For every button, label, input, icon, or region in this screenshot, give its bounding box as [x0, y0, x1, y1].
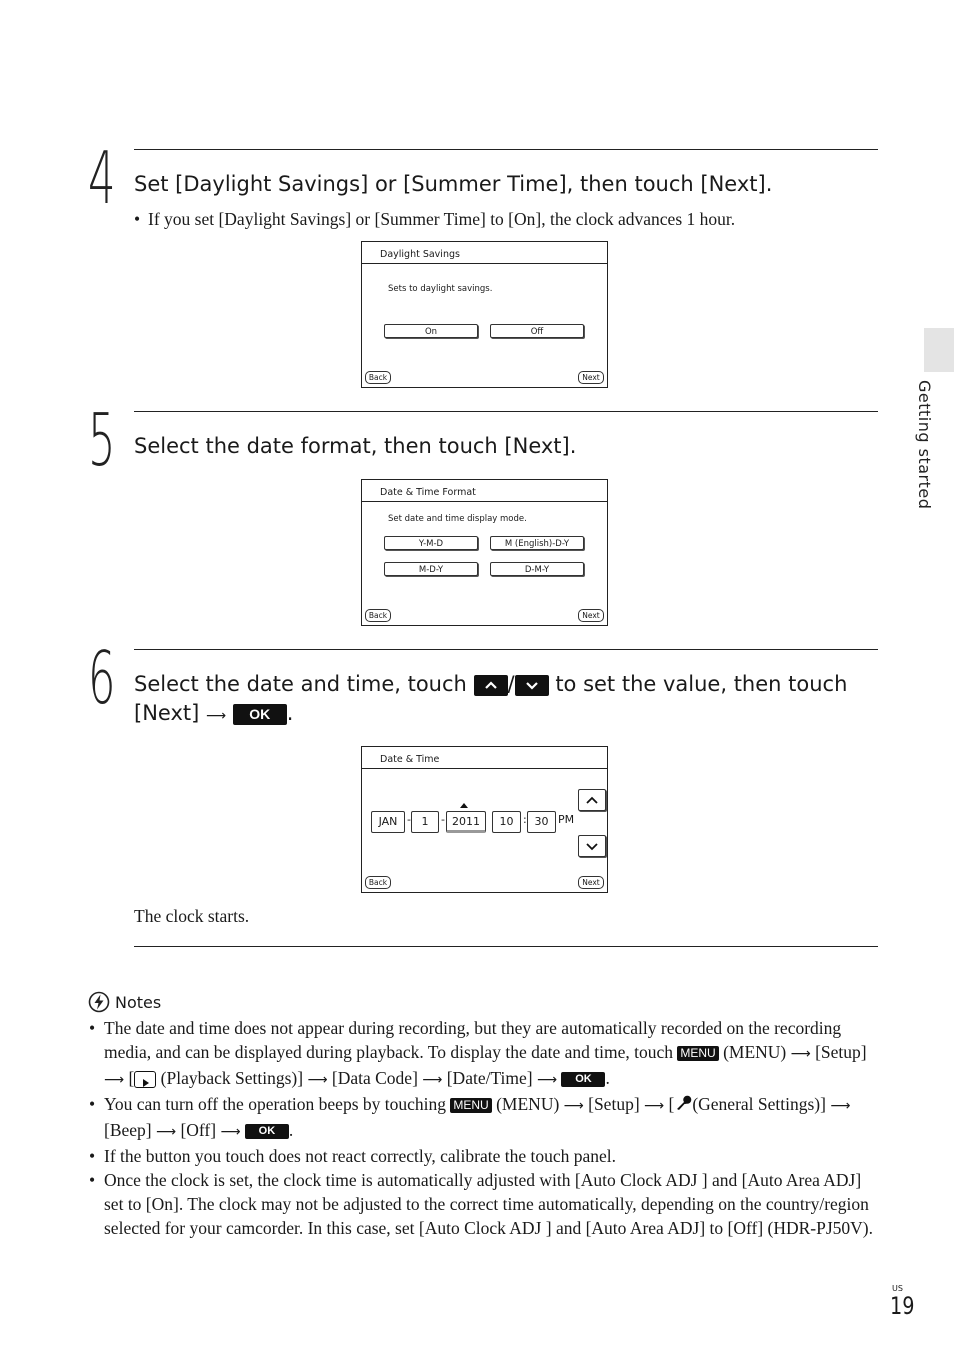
- step-number: 5: [88, 398, 116, 482]
- off-button[interactable]: Off: [490, 324, 584, 338]
- arrow-right-icon: ⟶: [156, 1124, 177, 1140]
- down-arrow-icon: [515, 675, 549, 696]
- arrow-right-icon: ⟶: [644, 1098, 665, 1114]
- minute-field[interactable]: 30: [527, 811, 556, 833]
- screen-title: Daylight Savings: [362, 242, 607, 264]
- notes-title: Notes: [115, 993, 162, 1012]
- up-arrow-icon: [474, 675, 508, 696]
- format-mdy-button[interactable]: M-D-Y: [384, 562, 478, 576]
- arrow-right-icon: ⟶: [220, 1124, 241, 1140]
- ok-button-icon: OK: [561, 1072, 605, 1087]
- arrow-right-icon: ⟶: [790, 1046, 811, 1062]
- down-button[interactable]: [578, 835, 606, 857]
- playback-icon: [134, 1071, 156, 1088]
- side-tab-marker: [924, 328, 954, 372]
- back-button[interactable]: Back: [365, 876, 391, 889]
- arrow-right-icon: ⟶: [104, 1072, 125, 1088]
- side-tab-label: Getting started: [915, 380, 934, 510]
- up-button[interactable]: [578, 789, 606, 811]
- format-mdy-english-button[interactable]: M (English)-D-Y: [490, 536, 584, 550]
- arrow-right-icon: ⟶: [830, 1098, 851, 1114]
- up-arrow-icon: [579, 790, 605, 810]
- divider: [134, 149, 878, 150]
- screen-title: Date & Time: [362, 747, 607, 769]
- next-button[interactable]: Next: [578, 609, 604, 622]
- arrow-right-icon: ⟶: [206, 708, 227, 724]
- step-heading: Set [Daylight Savings] or [Summer Time], then touch [Next].: [134, 172, 773, 196]
- arrow-right-icon: ⟶: [307, 1072, 328, 1088]
- step-number: 6: [88, 636, 116, 720]
- caret-up-icon: [460, 803, 468, 808]
- notes-icon: [88, 991, 110, 1013]
- time-separator: :: [523, 813, 527, 826]
- date-separator: -: [441, 813, 445, 826]
- screen-title: Date & Time Format: [362, 480, 607, 502]
- ok-button-icon: OK: [233, 704, 287, 725]
- arrow-right-icon: ⟶: [536, 1072, 558, 1088]
- clock-starts-text: The clock starts.: [134, 906, 250, 926]
- hour-field[interactable]: 10: [492, 811, 521, 833]
- divider: [134, 946, 878, 947]
- screen-message: Set date and time display mode.: [388, 514, 527, 524]
- divider: [134, 649, 878, 650]
- step-number: 4: [88, 136, 116, 220]
- next-button[interactable]: Next: [578, 876, 604, 889]
- date-time-screen: [361, 746, 608, 893]
- note-item: • You can turn off the operation beeps by touching MENU (MENU) ⟶ [Setup] ⟶ [ (General Settings)] ⟶ [Beep] ⟶ [Off] ⟶ OK .: [88, 1092, 878, 1144]
- step-heading: Select the date format, then touch [Next].: [134, 434, 577, 458]
- page-number: 19: [890, 1292, 915, 1320]
- month-field[interactable]: JAN: [371, 811, 405, 833]
- region-label: US: [892, 1284, 903, 1293]
- note-item: • Once the clock is set, the clock time is automatically adjusted with [Auto Clock ADJ ] and [Auto Area ADJ] set to [On]. The clock may not be adjusted to the correct time automatically, depending on the country/region selected for your camcorder. In this case, set [Auto Clock ADJ ] and [Auto Area ADJ] to [Off] (HDR-PJ50V).: [88, 1168, 878, 1240]
- daylight-savings-screen: [361, 241, 608, 388]
- arrow-right-icon: ⟶: [563, 1098, 584, 1114]
- wrench-icon: [674, 1094, 692, 1118]
- date-separator: -: [407, 813, 411, 826]
- ok-button-icon: OK: [245, 1124, 289, 1139]
- note-item: • If the button you touch does not react correctly, calibrate the touch panel.: [88, 1144, 878, 1168]
- next-button[interactable]: Next: [578, 371, 604, 384]
- menu-button-icon: MENU: [677, 1046, 718, 1061]
- on-button[interactable]: On: [384, 324, 478, 338]
- format-ymd-button[interactable]: Y-M-D: [384, 536, 478, 550]
- notes-list: [88, 1016, 878, 1240]
- day-field[interactable]: 1: [411, 811, 439, 833]
- arrow-right-icon: ⟶: [422, 1072, 443, 1088]
- divider: [134, 411, 878, 412]
- date-format-screen: [361, 479, 608, 626]
- back-button[interactable]: Back: [365, 609, 391, 622]
- year-field[interactable]: 2011: [446, 811, 486, 833]
- step-heading: Select the date and time, touch / to set the value, then touch [Next] ⟶ OK .: [134, 672, 848, 725]
- ampm-label: PM: [558, 813, 575, 826]
- step-bullet: • If you set [Daylight Savings] or [Summer Time] to [On], the clock advances 1 hour.: [134, 209, 736, 229]
- format-dmy-button[interactable]: D-M-Y: [490, 562, 584, 576]
- down-arrow-icon: [579, 836, 605, 856]
- back-button[interactable]: Back: [365, 371, 391, 384]
- screen-message: Sets to daylight savings.: [388, 284, 493, 294]
- menu-button-icon: MENU: [450, 1098, 491, 1113]
- note-item: • The date and time does not appear during recording, but they are automatically recorded on the recording media, and can be displayed during playback. To display the date and time, touch MENU (MENU) ⟶ [Setup] ⟶ [ (Playback Settings)] ⟶ [Data Code] ⟶ [Date/Time] ⟶ OK .: [88, 1016, 878, 1092]
